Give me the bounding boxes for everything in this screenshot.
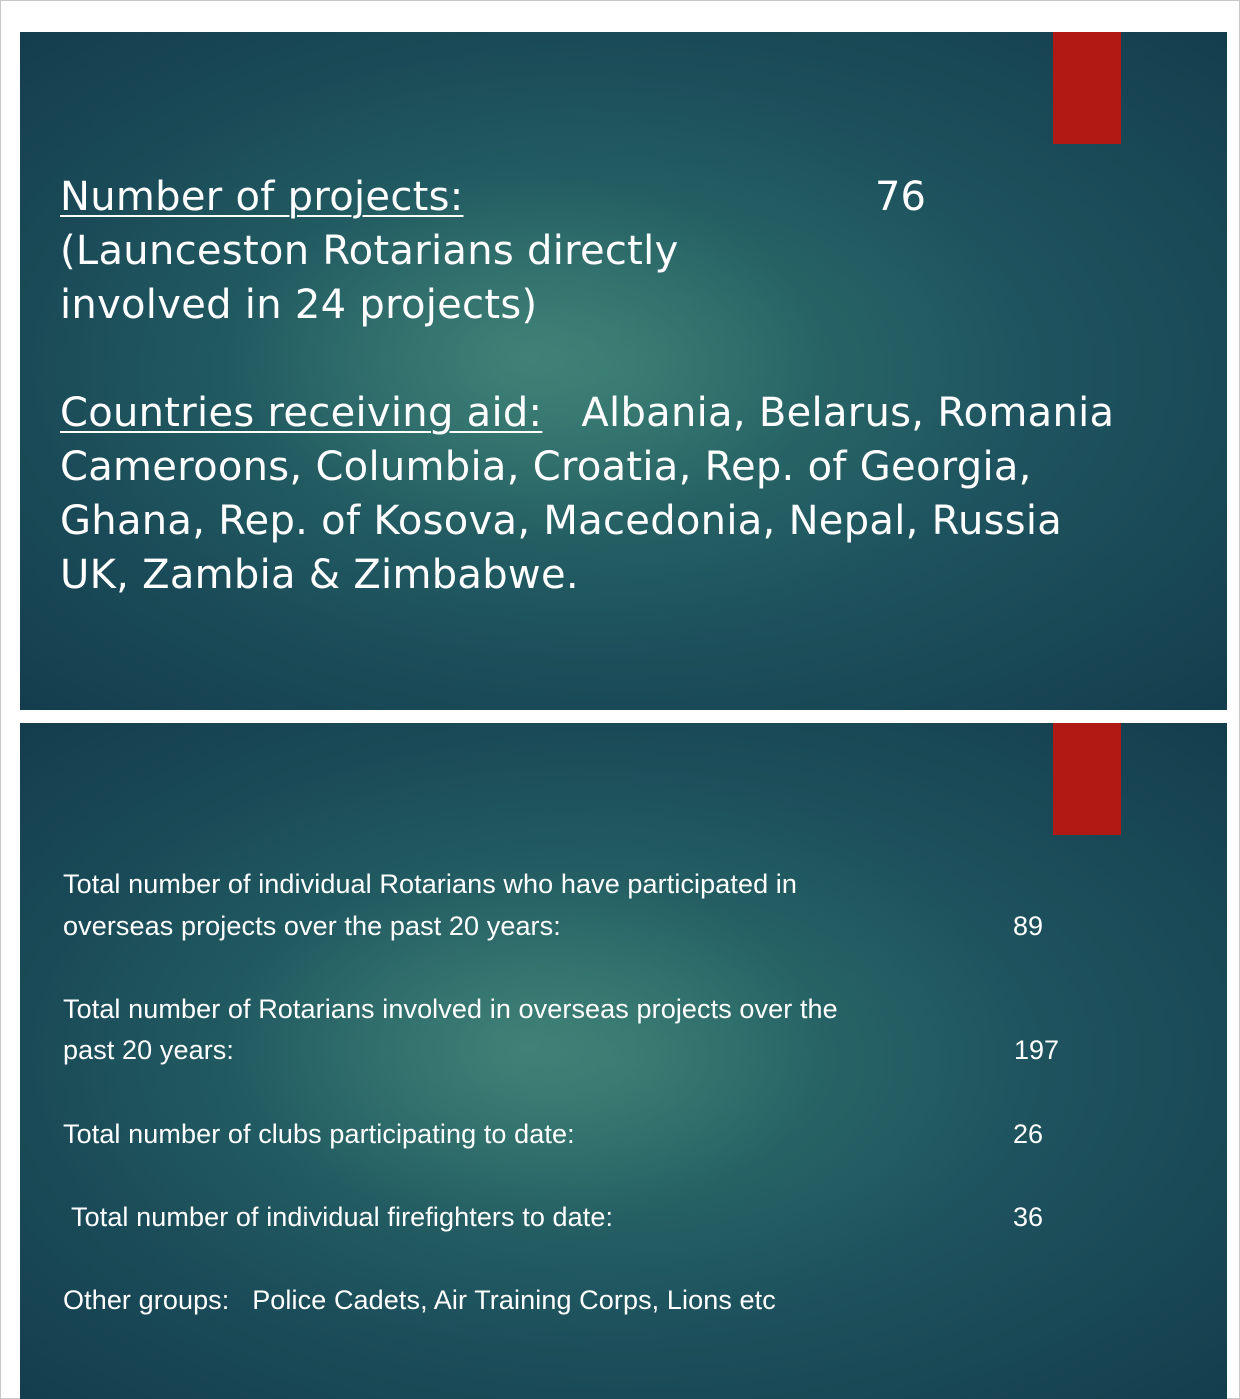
- stat2-line2: past 20 years:: [63, 1035, 234, 1065]
- stat2-line1: Total number of Rotarians involved in overseas projects over the: [63, 994, 838, 1024]
- projects-note-line1: (Launceston Rotarians directly: [60, 228, 679, 274]
- stat3-value: 26: [1013, 1119, 1044, 1149]
- slide-projects-summary: [20, 32, 1227, 710]
- countries-label: Countries receiving aid:: [60, 390, 543, 436]
- projects-label: Number of projects:: [60, 174, 464, 220]
- stat2-value: 197: [1014, 1035, 1060, 1065]
- other-groups-line: [63, 1279, 776, 1321]
- red-accent-bar: [1053, 32, 1121, 144]
- stat3-label: Total number of clubs participating to date:: [63, 1119, 575, 1149]
- slide-participation-stats: [20, 723, 1227, 1399]
- red-accent-bar: [1053, 723, 1121, 835]
- slide1-text-block: [60, 170, 1114, 602]
- stat1-value: 89: [1013, 911, 1044, 941]
- countries-line2: Cameroons, Columbia, Croatia, Rep. of Georgia,: [60, 444, 1032, 490]
- other-groups-value: Police Cadets, Air Training Corps, Lions etc: [252, 1285, 776, 1315]
- countries-line4: UK, Zambia & Zimbabwe.: [60, 552, 579, 598]
- stat1-line2: overseas projects over the past 20 years:: [63, 911, 561, 941]
- stat1-line1: Total number of individual Rotarians who have participated in: [63, 869, 798, 899]
- countries-line3: Ghana, Rep. of Kosova, Macedonia, Nepal, Russia: [60, 498, 1063, 544]
- stat4-value: 36: [1013, 1202, 1044, 1232]
- countries-line1: Albania, Belarus, Romania: [581, 390, 1115, 436]
- stat4-label: Total number of individual firefighters to date:: [71, 1202, 614, 1232]
- projects-value: 76: [875, 174, 926, 220]
- other-groups-label: Other groups:: [63, 1285, 230, 1315]
- projects-note-line2: involved in 24 projects): [60, 282, 538, 328]
